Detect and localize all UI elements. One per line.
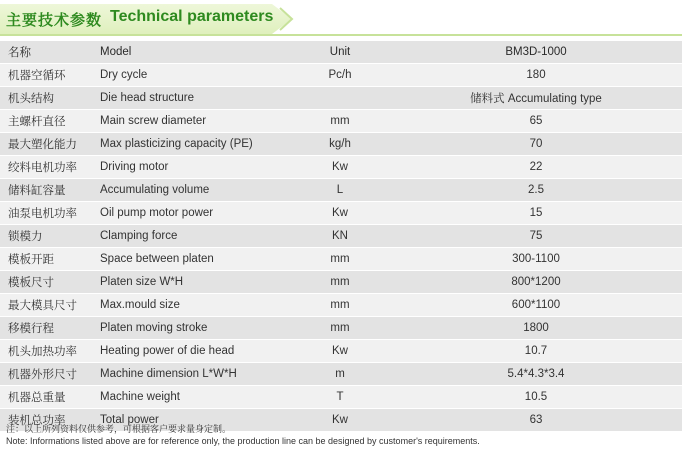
param-name-cn: 机器空循环 xyxy=(0,64,100,87)
note-cn: 注：以上所列资料仅供参考，可根据客户要求量身定制。 xyxy=(6,424,232,434)
param-value: 300-1100 xyxy=(390,248,682,271)
page-title-cn: 主要技术参数 xyxy=(6,12,103,29)
param-name-en: Main screw diameter xyxy=(100,110,290,133)
header-divider xyxy=(0,34,682,36)
param-unit: T xyxy=(290,386,390,409)
param-name-cn: 机器外形尺寸 xyxy=(0,363,100,386)
param-name-cn: 最大模具尺寸 xyxy=(0,294,100,317)
param-unit: L xyxy=(290,179,390,202)
param-name-en: Die head structure xyxy=(100,87,290,110)
param-name-en: Heating power of die head xyxy=(100,340,290,363)
param-name-en: Max plasticizing capacity (PE) xyxy=(100,133,290,156)
param-name-en: Machine dimension L*W*H xyxy=(100,363,290,386)
param-unit xyxy=(290,87,390,110)
table-row xyxy=(0,248,682,271)
param-name-cn: 最大塑化能力 xyxy=(0,133,100,156)
param-name-en: Accumulating volume xyxy=(100,179,290,202)
param-name-cn: 装机总功率 xyxy=(0,409,100,432)
table-row xyxy=(0,179,682,202)
param-unit: mm xyxy=(290,317,390,340)
arrow-accent-icon xyxy=(276,6,296,32)
param-value: 600*1100 xyxy=(390,294,682,317)
table-row xyxy=(0,64,682,87)
param-unit: KN xyxy=(290,225,390,248)
param-value: 63 xyxy=(390,409,682,432)
param-name-en: Max.mould size xyxy=(100,294,290,317)
param-name-cn: 油泵电机功率 xyxy=(0,202,100,225)
param-name-cn: 机头结构 xyxy=(0,87,100,110)
table-row xyxy=(0,340,682,363)
table-header-row xyxy=(0,41,682,64)
param-name-en: Machine weight xyxy=(100,386,290,409)
param-unit: mm xyxy=(290,294,390,317)
param-name-cn: 主螺杆直径 xyxy=(0,110,100,133)
param-name-en: Clamping force xyxy=(100,225,290,248)
param-name-cn: 机头加热功率 xyxy=(0,340,100,363)
param-value: 10.5 xyxy=(390,386,682,409)
param-value: 180 xyxy=(390,64,682,87)
param-unit: mm xyxy=(290,248,390,271)
table-row xyxy=(0,225,682,248)
column-header-unit: Unit xyxy=(290,41,390,64)
param-name-en: Platen size W*H xyxy=(100,271,290,294)
param-name-cn: 储料缸容量 xyxy=(0,179,100,202)
param-unit: Kw xyxy=(290,156,390,179)
param-value: 储料式 Accumulating type xyxy=(390,87,682,110)
param-name-cn: 模板尺寸 xyxy=(0,271,100,294)
param-value: 800*1200 xyxy=(390,271,682,294)
param-name-en: Space between platen xyxy=(100,248,290,271)
table-row xyxy=(0,386,682,409)
param-value: 2.5 xyxy=(390,179,682,202)
param-unit: Pc/h xyxy=(290,64,390,87)
param-unit: kg/h xyxy=(290,133,390,156)
param-name-cn: 移模行程 xyxy=(0,317,100,340)
param-value: 10.7 xyxy=(390,340,682,363)
param-unit: mm xyxy=(290,271,390,294)
column-header-model: Model xyxy=(100,41,290,64)
table-row xyxy=(0,363,682,386)
technical-parameters-table xyxy=(0,41,682,432)
page-title-en: Technical parameters xyxy=(110,8,274,25)
param-name-en: Driving motor xyxy=(100,156,290,179)
table-row xyxy=(0,294,682,317)
table-row xyxy=(0,133,682,156)
column-header-value: BM3D-1000 xyxy=(390,41,682,64)
param-value: 15 xyxy=(390,202,682,225)
param-value: 75 xyxy=(390,225,682,248)
table-row xyxy=(0,271,682,294)
note-en: Note: Informations listed above are for reference only, the production line can be designed by customer's requirements. xyxy=(6,436,480,446)
param-name-cn: 模板开距 xyxy=(0,248,100,271)
param-unit: m xyxy=(290,363,390,386)
table-row xyxy=(0,202,682,225)
table-row xyxy=(0,156,682,179)
param-unit: Kw xyxy=(290,340,390,363)
column-header-cn: 名称 xyxy=(0,41,100,64)
footnotes xyxy=(6,423,678,447)
param-name-cn: 锁模力 xyxy=(0,225,100,248)
section-header xyxy=(0,0,682,40)
param-unit: Kw xyxy=(290,202,390,225)
param-value: 1800 xyxy=(390,317,682,340)
param-name-cn: 绞料电机功率 xyxy=(0,156,100,179)
param-value: 5.4*4.3*3.4 xyxy=(390,363,682,386)
param-value: 22 xyxy=(390,156,682,179)
param-name-en: Platen moving stroke xyxy=(100,317,290,340)
param-name-en: Oil pump motor power xyxy=(100,202,290,225)
param-name-en: Total power xyxy=(100,409,290,432)
param-value: 65 xyxy=(390,110,682,133)
table-row xyxy=(0,110,682,133)
param-name-en: Dry cycle xyxy=(100,64,290,87)
param-unit: Kw xyxy=(290,409,390,432)
param-value: 70 xyxy=(390,133,682,156)
param-unit: mm xyxy=(290,110,390,133)
table-row xyxy=(0,87,682,110)
table-row xyxy=(0,317,682,340)
param-name-cn: 机器总重量 xyxy=(0,386,100,409)
